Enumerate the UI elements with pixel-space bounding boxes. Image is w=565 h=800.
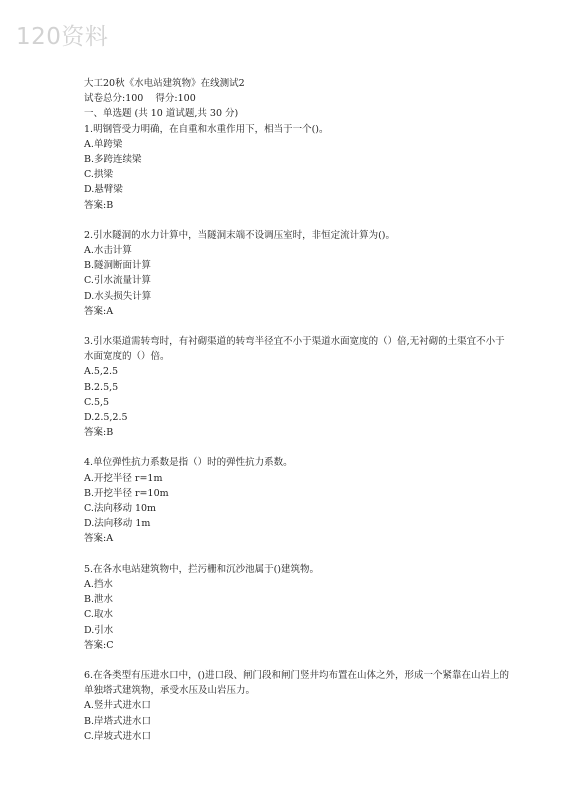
- exam-document: [84, 76, 514, 744]
- answer-option: B.2.5,5: [84, 381, 119, 393]
- answer-option: D.引水: [84, 624, 114, 636]
- question-stem: 5.在各水电站建筑物中，拦污栅和沉沙池属于()建筑物。: [84, 563, 319, 575]
- option-list: [84, 243, 514, 304]
- answer-option: C.引水流量计算: [84, 275, 151, 287]
- answer-option: B.泄水: [84, 594, 114, 606]
- answer-option: B.隧洞断面计算: [84, 260, 152, 272]
- question-item: [84, 122, 514, 213]
- answer-option: C.法向移动 10m: [84, 503, 157, 515]
- answer-option: A.5,2.5: [84, 366, 119, 378]
- question-item: [84, 334, 514, 440]
- answer-option: A.水击计算: [84, 245, 132, 257]
- answer-option: A.单跨梁: [84, 138, 123, 150]
- score-line: 试卷总分:100 得分:100: [84, 93, 196, 105]
- answer-key: 答案:B: [84, 199, 114, 211]
- option-list: [84, 364, 514, 425]
- answer-key: 答案:C: [84, 639, 114, 651]
- answer-option: C.取水: [84, 609, 113, 621]
- watermark-logo: 120资料: [16, 24, 109, 50]
- answer-option: C.拱梁: [84, 169, 113, 181]
- answer-option: D.悬臂梁: [84, 184, 123, 196]
- option-list: [84, 698, 514, 744]
- answer-option: A.竖井式进水口: [84, 700, 151, 712]
- answer-key: 答案:A: [84, 533, 114, 545]
- answer-option: A.开挖半径 r=1m: [84, 472, 163, 484]
- answer-option: B.多跨连续梁: [84, 154, 142, 166]
- question-item: [84, 668, 514, 744]
- answer-option: C.5,5: [84, 396, 110, 408]
- question-list: [84, 122, 514, 744]
- answer-option: D.法向移动 1m: [84, 518, 151, 530]
- answer-option: C.岸坡式进水口: [84, 730, 151, 742]
- option-list: [84, 471, 514, 532]
- question-stem: 6.在各类型有压进水口中，()进口段、闸门段和闸门竖井均布置在山体之外，形成一个紧靠在山岩上的单独塔式建筑物，承受水压及山岩压力。: [84, 669, 509, 697]
- answer-key: 答案:B: [84, 427, 114, 439]
- answer-option: D.水头损失计算: [84, 290, 152, 302]
- question-stem: 2.引水隧洞的水力计算中，当隧洞末端不设调压室时，非恒定流计算为()。: [84, 229, 395, 241]
- question-stem: 1.明钢管受力明确，在自重和水重作用下，相当于一个()。: [84, 123, 329, 135]
- option-list: [84, 137, 514, 198]
- answer-key: 答案:A: [84, 305, 114, 317]
- answer-option: D.2.5,2.5: [84, 412, 128, 424]
- question-item: [84, 562, 514, 653]
- option-list: [84, 577, 514, 638]
- question-stem: 4.单位弹性抗力系数是指（）时的弹性抗力系数。: [84, 457, 293, 469]
- question-stem: 3.引水渠道需转弯时，有衬砌渠道的转弯半径宜不小于渠道水面宽度的（）倍,无衬砌的土渠宜不小于水面宽度的（）倍。: [84, 336, 505, 363]
- question-item: [84, 228, 514, 319]
- answer-option: A.挡水: [84, 578, 113, 590]
- answer-option: B.开挖半径 r=10m: [84, 487, 169, 499]
- answer-option: B.岸塔式进水口: [84, 715, 152, 727]
- exam-title: 大工20秋《水电站建筑物》在线测试2: [84, 78, 245, 89]
- question-item: [84, 455, 514, 546]
- section-heading: 一、单选题 (共 10 道试题,共 30 分): [84, 108, 239, 120]
